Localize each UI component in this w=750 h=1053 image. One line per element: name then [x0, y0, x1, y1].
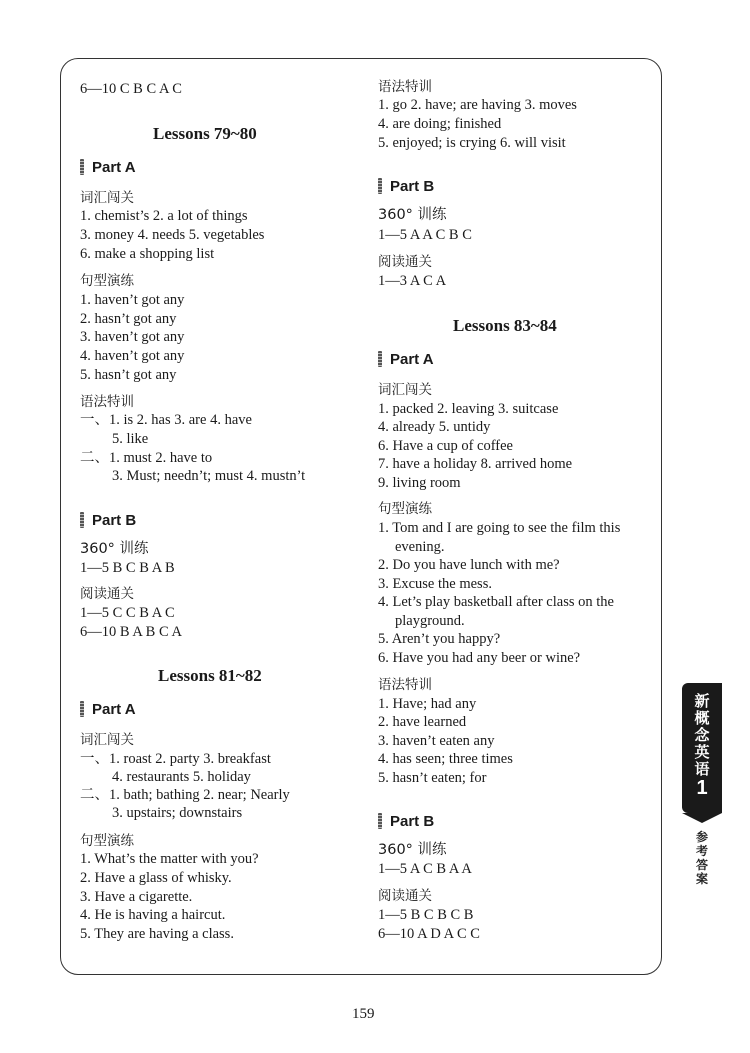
vocab-heading: 词汇闯关 [80, 732, 134, 748]
answer-line: 4. has seen; three times [378, 751, 513, 767]
answer-line: 4. are doing; finished [378, 116, 502, 132]
answer-line: 1. chemist’s 2. a lot of things [80, 208, 248, 224]
answer-line: 4. restaurants 5. holiday [112, 769, 251, 785]
part-a-heading: Part A [80, 699, 136, 719]
answer-line: 5. They are having a class. [80, 926, 234, 942]
training-heading: 360° 训练 [80, 541, 149, 557]
answer-line: 4. already 5. untidy [378, 419, 491, 435]
answer-line: 3. Excuse the mess. [378, 576, 492, 592]
answer-line: 1. go 2. have; are having 3. moves [378, 97, 577, 113]
answer-line: 2. Have a glass of whisky. [80, 870, 232, 886]
sentence-heading: 句型演练 [80, 833, 134, 849]
part-b-heading: Part B [378, 176, 434, 196]
grammar-heading: 语法特训 [80, 394, 134, 410]
answer-key-label: 参 考 答 案 [695, 830, 708, 886]
reading-heading: 阅读通关 [378, 888, 432, 904]
answer-line: 1. haven’t got any [80, 292, 185, 308]
answer-line: 1—5 C C B A C [80, 605, 175, 621]
answer-line: 1—5 B C B A B [80, 560, 175, 576]
answer-line: 1. Tom and I are going to see the film this [378, 520, 621, 536]
answer-line: 6. make a shopping list [80, 246, 215, 262]
answer-line: 6—10 A D A C C [378, 926, 480, 942]
answer-line: 3. upstairs; downstairs [112, 805, 243, 821]
answer-line: 一、1. is 2. has 3. are 4. have [80, 412, 252, 428]
answer-line: 3. haven’t got any [80, 329, 185, 345]
answer-line: 9. living room [378, 475, 461, 491]
answer-line: 二、1. must 2. have to [80, 450, 213, 466]
part-marker-icon [378, 813, 382, 829]
training-heading: 360° 训练 [378, 207, 447, 223]
tab-char: 新 [694, 692, 710, 710]
reading-heading: 阅读通关 [80, 586, 134, 602]
answer-line: 5. hasn’t eaten; for [378, 770, 487, 786]
tab-char: 概 [694, 709, 710, 727]
answer-line: 4. haven’t got any [80, 348, 185, 364]
tab-char: 英 [694, 743, 710, 761]
answer-line: 1. packed 2. leaving 3. suitcase [378, 401, 559, 417]
tab-char: 语 [694, 760, 710, 778]
part-marker-icon [80, 512, 84, 528]
answer-line: 3. Must; needn’t; must 4. mustn’t [112, 468, 306, 484]
answer-line: 4. Let’s play basketball after class on the [378, 594, 614, 610]
answer-line: 一、1. roast 2. party 3. breakfast [80, 751, 271, 767]
answer-line: 1—5 B C B C B [378, 907, 474, 923]
answer-line: 4. He is having a haircut. [80, 907, 226, 923]
tab-arrow-icon [682, 813, 722, 823]
answer-line: 3. money 4. needs 5. vegetables [80, 227, 265, 243]
answer-line: 6—10 B A B C A [80, 624, 182, 640]
vocab-heading: 词汇闯关 [378, 382, 432, 398]
part-b-heading: Part B [80, 510, 136, 530]
tab-number: 1 [696, 777, 708, 799]
part-a-heading: Part A [378, 349, 434, 369]
answer-line: playground. [395, 613, 465, 629]
grammar-heading: 语法特训 [378, 79, 432, 95]
answer-line: 6—10 C B C A C [80, 81, 182, 97]
reading-heading: 阅读通关 [378, 254, 432, 270]
part-b-heading: Part B [378, 811, 434, 831]
answer-line: 1. Have; had any [378, 696, 477, 712]
answer-line: 5. enjoyed; is crying 6. will visit [378, 135, 566, 151]
answer-line: evening. [395, 539, 445, 555]
answer-frame [60, 58, 662, 975]
answer-line: 5. hasn’t got any [80, 367, 177, 383]
answer-line: 7. have a holiday 8. arrived home [378, 456, 573, 472]
lesson-title: Lessons 83~84 [453, 316, 557, 335]
answer-line: 二、1. bath; bathing 2. near; Nearly [80, 787, 290, 803]
part-marker-icon [80, 159, 84, 175]
vocab-heading: 词汇闯关 [80, 190, 134, 206]
page-number: 159 [352, 1006, 375, 1022]
answer-line: 5. Aren’t you happy? [378, 631, 501, 647]
part-marker-icon [80, 701, 84, 717]
answer-line: 1—5 A A C B C [378, 227, 472, 243]
lesson-title: Lessons 81~82 [158, 666, 262, 685]
answer-line: 5. like [112, 431, 149, 447]
answer-line: 3. haven’t eaten any [378, 733, 495, 749]
answer-line: 2. hasn’t got any [80, 311, 177, 327]
grammar-heading: 语法特训 [378, 677, 432, 693]
sentence-heading: 句型演练 [378, 501, 432, 517]
answer-line: 2. Do you have lunch with me? [378, 557, 560, 573]
answer-line: 6. Have a cup of coffee [378, 438, 513, 454]
answer-line: 3. Have a cigarette. [80, 889, 193, 905]
answer-line: 6. Have you had any beer or wine? [378, 650, 581, 666]
book-title-tab [682, 683, 722, 813]
part-a-heading: Part A [80, 157, 136, 177]
answer-line: 2. have learned [378, 714, 467, 730]
answer-line: 1—5 A C B A A [378, 861, 472, 877]
part-marker-icon [378, 178, 382, 194]
sentence-heading: 句型演练 [80, 273, 134, 289]
training-heading: 360° 训练 [378, 842, 447, 858]
part-marker-icon [378, 351, 382, 367]
answer-line: 1—3 A C A [378, 273, 447, 289]
tab-char: 念 [694, 726, 710, 744]
answer-line: 1. What’s the matter with you? [80, 851, 259, 867]
lesson-title: Lessons 79~80 [153, 124, 257, 143]
